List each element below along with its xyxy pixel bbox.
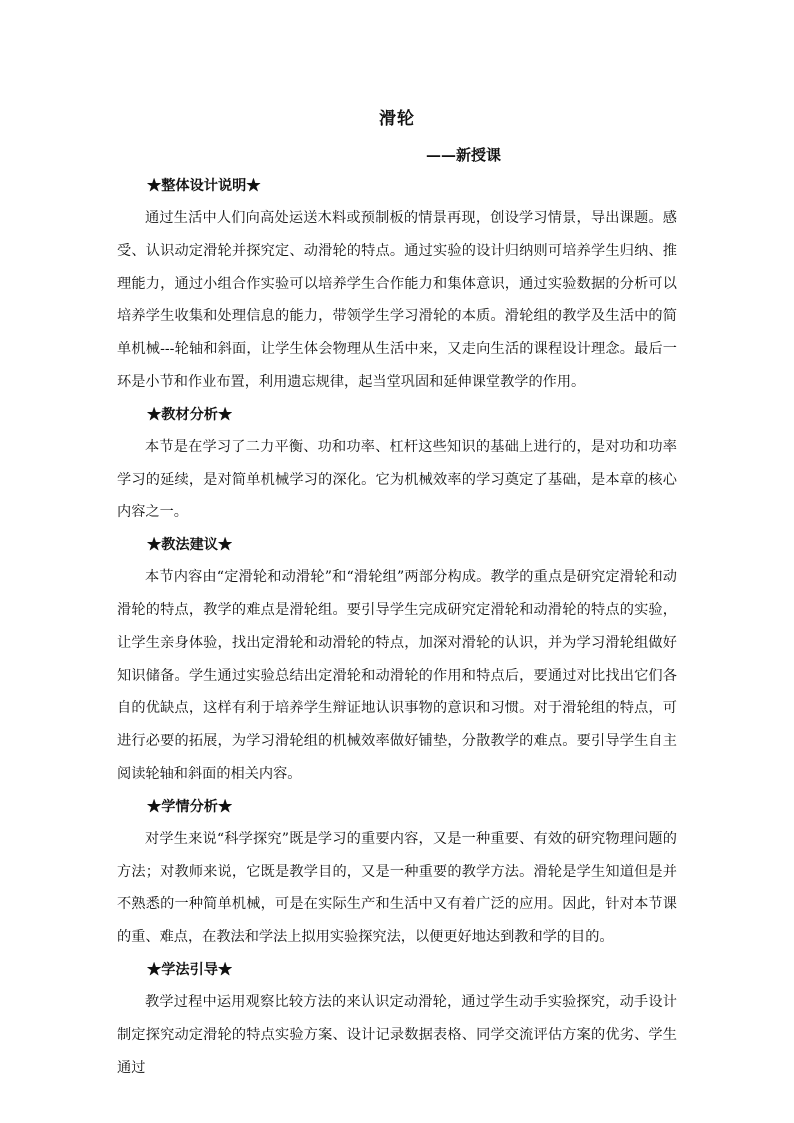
- section-heading: ★学情分析★: [147, 798, 233, 815]
- section-paragraph: 教学过程中运用观察比较方法的来认识定动滑轮，通过学生动手实验探究，动手设计制定探究动定滑轮的特点实验方案、设计记录数据表格、同学交流评估方案的优劣、学生通过: [117, 993, 677, 1076]
- section-textbook-analysis: [117, 399, 677, 529]
- section-learning-guidance: [117, 954, 677, 1084]
- document-subtitle: ——新授课: [426, 146, 502, 164]
- section-heading: ★教材分析★: [147, 406, 233, 423]
- section-overall-design: [117, 170, 677, 399]
- document-title: 滑轮: [379, 109, 415, 129]
- section-paragraph: 通过生活中人们向高处运送木料或预制板的情景再现，创设学习情景，导出课题。感受、认识动定滑轮并探究定、动滑轮的特点。通过实验的设计归纳则可培养学生归纳、推理能力，通过小组合作实验可以培养学生合作能力和集体意识，通过实验数据的分析可以培养学生收集和处理信息的能力，带领学生学习滑轮的本质。滑轮组的教学及生活中的简单机械---轮轴和斜面，让学生体会物理从生活中来，又走向生活的课程设计理念。最后一环是小节和作业布置，利用遗忘规律，起当堂巩固和延伸课堂教学的作用。: [117, 210, 677, 390]
- section-heading: ★教法建议★: [147, 537, 233, 554]
- section-paragraph: 对学生来说“科学探究”既是学习的重要内容，又是一种重要、有效的研究物理问题的方法；对教师来说，它既是教学目的，又是一种重要的教学方法。滑轮是学生知道但是并不熟悉的一种简单机械，可是在实际生产和生活中又有着广泛的应用。因此，针对本节课的重、难点，在教法和学法上拟用实验探究法，以便更好地达到教和学的目的。: [117, 830, 677, 946]
- document-body: [117, 170, 677, 1084]
- section-paragraph: 本节是在学习了二力平衡、功和功率、杠杆这些知识的基础上进行的，是对功和功率学习的延续，是对简单机械学习的深化。它为机械效率的学习奠定了基础，是本章的核心内容之一。: [117, 438, 677, 521]
- section-teaching-suggestions: [117, 529, 677, 791]
- section-heading: ★学法引导★: [147, 961, 233, 978]
- section-heading: ★整体设计说明★: [147, 178, 261, 194]
- section-paragraph: 本节内容由“定滑轮和动滑轮”和“滑轮组”两部分构成。教学的重点是研究定滑轮和动滑轮的特点，教学的难点是滑轮组。要引导学生完成研究定滑轮和动滑轮的特点的实验，让学生亲身体验，找出定滑轮和动滑轮的特点，加深对滑轮的认识，并为学习滑轮组做好知识储备。学生通过实验总结出定滑轮和动滑轮的作用和特点后，要通过对比找出它们各自的优缺点，这样有利于培养学生辩证地认识事物的意识和习惯。对于滑轮组的特点，可进行必要的拓展，为学习滑轮组的机械效率做好铺垫，分散教学的难点。要引导学生自主阅读轮轴和斜面的相关内容。: [117, 569, 677, 782]
- section-student-analysis: [117, 791, 677, 954]
